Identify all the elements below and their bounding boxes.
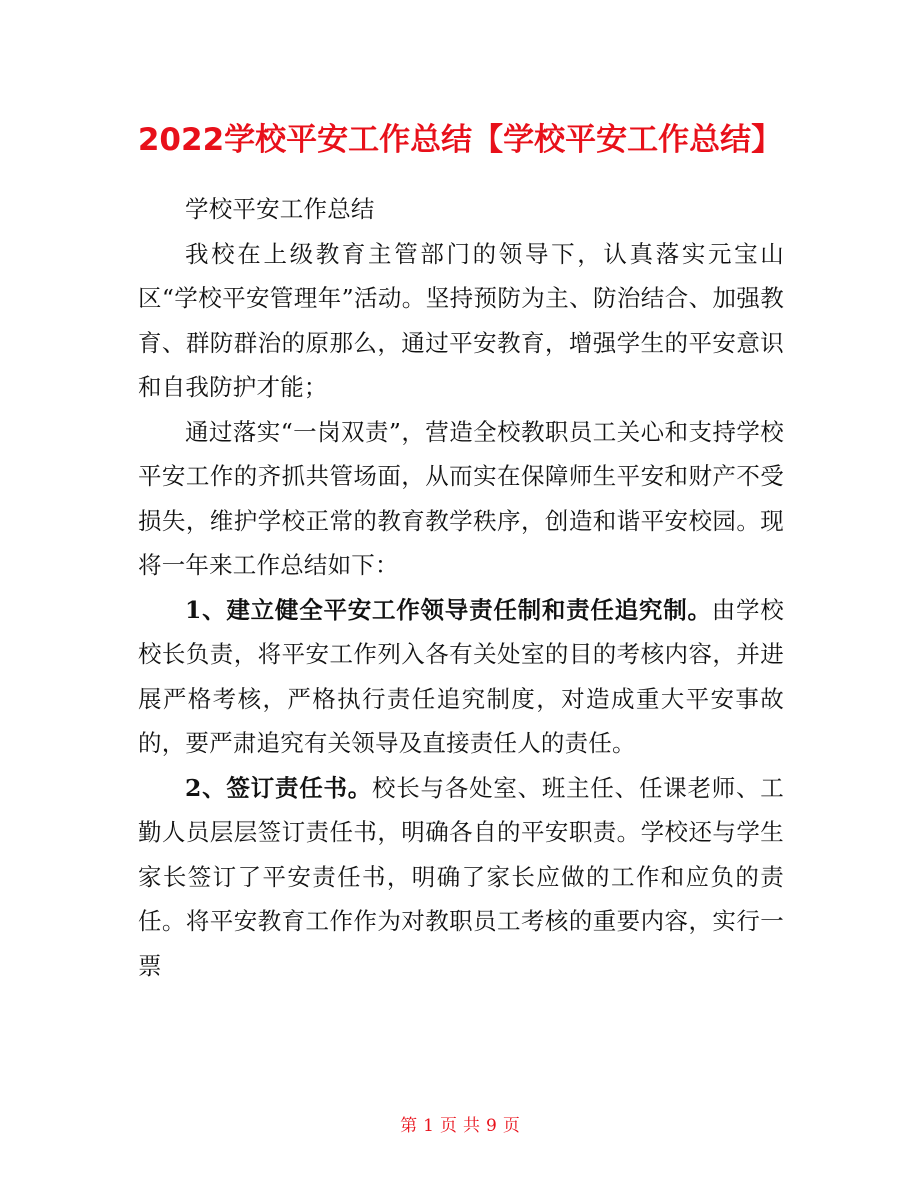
paragraph-5-lead: 2、签订责任书。 [185,773,372,802]
footer-total-pages: 9 [486,1116,497,1136]
footer-label-total: 共 [463,1116,480,1136]
paragraph-4 [138,588,784,766]
document-body [138,187,784,988]
footer-label-page-end: 页 [502,1116,520,1136]
paragraph-4-lead: 1、建立健全平安工作领导责任制和责任追究制。 [185,595,712,624]
footer-label-first: 第 [400,1116,418,1136]
footer-page-number: 1 [423,1116,434,1136]
page-footer [0,1114,920,1138]
paragraph-3-text: 通过落实“一岗双责”，营造全校教职员工关心和支持学校平安工作的齐抓共管场面，从而实在保障师生平安和财产不受损失，维护学校正常的教育教学秩序，创造和谐平安校园。现将一年来工作总结如下： [138,417,784,579]
paragraph-3 [138,410,784,588]
paragraph-5 [138,766,784,989]
paragraph-2 [138,232,784,410]
footer-label-page: 页 [440,1116,457,1136]
paragraph-4-text: 由学校校长负责，将平安工作列入各有关处室的目的考核内容，并进展严格考核，严格执行责任追究制度，对造成重大平安事故的，要严肃追究有关领导及直接责任人的责任。 [138,595,784,757]
paragraph-2-text: 我校在上级教育主管部门的领导下，认真落实元宝山区“学校平安管理年”活动。坚持预防为主、防治结合、加强教育、群防群治的原那么，通过平安教育，增强学生的平安意识和自我防护才能； [138,239,784,401]
paragraph-1 [138,187,784,232]
document-title: 2022学校平安工作总结【学校平安工作总结】 [137,122,783,158]
paragraph-1-text: 学校平安工作总结 [185,195,375,223]
paragraph-5-text: 校长与各处室、班主任、任课老师、工勤人员层层签订责任书，明确各自的平安职责。学校还与学生家长签订了平安责任书，明确了家长应做的工作和应负的责任。将平安教育工作作为对教职员工考核的重要内容，实行一票 [138,773,784,980]
